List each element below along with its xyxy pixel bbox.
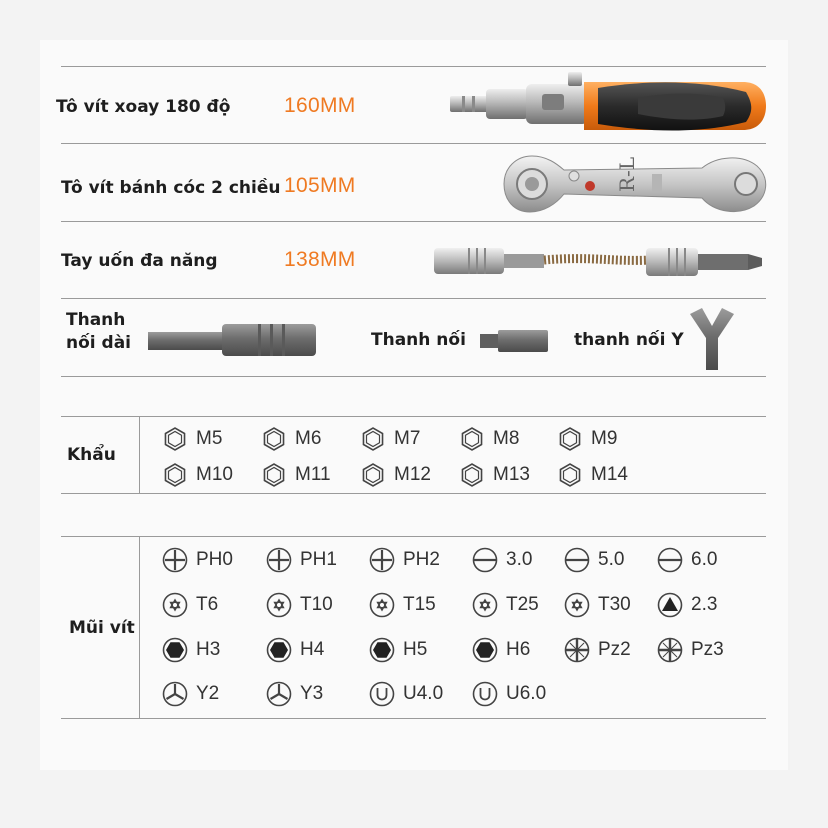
spec-item (564, 548, 624, 572)
spec-item-label: 2.3 (691, 594, 718, 615)
spec-item-label: 6.0 (691, 549, 718, 570)
spec-item-label: Y2 (196, 683, 220, 704)
spec-item-label: 5.0 (598, 549, 625, 570)
divider (61, 718, 766, 719)
spec-item-label: T6 (196, 594, 219, 615)
spec-item-label: M13 (493, 464, 530, 485)
spec-item (369, 638, 427, 662)
spec-item-label: U6.0 (506, 683, 547, 704)
spec-item-label: Pz3 (691, 639, 724, 660)
sockets-label: Khẩu (67, 445, 116, 465)
hexagon-icon (360, 462, 386, 488)
column-divider (139, 416, 140, 493)
spec-item-label: U4.0 (403, 683, 444, 704)
tool-size-ratchet-driver: 105MM (284, 174, 356, 197)
spec-item (657, 638, 724, 662)
spec-item-label: PH2 (403, 549, 440, 570)
divider (61, 221, 766, 222)
hexagon-icon (162, 462, 188, 488)
spec-item-label: M12 (394, 464, 431, 485)
spec-item-label: M5 (196, 428, 223, 449)
spec-item-label: T30 (598, 594, 631, 615)
y-adapter-image (688, 306, 736, 372)
spec-item (162, 638, 220, 662)
phillips-icon (266, 547, 292, 573)
hexagon-icon (557, 426, 583, 452)
y-adapter-label: thanh nối Y (574, 330, 684, 350)
spec-item-label: Y3 (300, 683, 324, 704)
u-shape-icon (369, 681, 395, 707)
spec-item (472, 593, 539, 617)
spec-item (557, 427, 617, 451)
spec-item (657, 593, 717, 617)
tool-size-swivel-driver: 160MM (284, 94, 356, 117)
ratchet-marking: R-L (615, 156, 639, 192)
spec-item (472, 682, 546, 706)
spec-item (369, 682, 443, 706)
spec-item-label: H4 (300, 639, 325, 660)
adapter-image (480, 330, 550, 352)
tri-wing-icon (266, 681, 292, 707)
divider (61, 493, 766, 494)
hex-bit-icon (472, 637, 498, 663)
hexagon-icon (459, 426, 485, 452)
hex-bit-icon (266, 637, 292, 663)
spec-item-label: M8 (493, 428, 520, 449)
torx-icon (369, 592, 395, 618)
spec-item (557, 463, 628, 487)
adapter-label: Thanh nối (371, 330, 466, 350)
divider (61, 143, 766, 144)
spec-item-label: PH0 (196, 549, 233, 570)
divider (61, 536, 766, 537)
divider (61, 66, 766, 67)
spec-item (162, 463, 233, 487)
ratchet-screwdriver-image (502, 150, 772, 216)
tool-size-flex-shaft: 138MM (284, 248, 356, 271)
tri-wing-icon (162, 681, 188, 707)
column-divider (139, 536, 140, 718)
spec-item (369, 593, 436, 617)
pozidriv-icon (564, 637, 590, 663)
hexagon-icon (360, 426, 386, 452)
tool-name-swivel-driver: Tô vít xoay 180 độ (56, 97, 231, 117)
slotted-icon (564, 547, 590, 573)
hexagon-icon (557, 462, 583, 488)
tool-name-ratchet-driver: Tô vít bánh cóc 2 chiều (61, 178, 281, 198)
spec-item (162, 427, 222, 451)
extension-bar-image (148, 322, 318, 358)
spec-item-label: M6 (295, 428, 322, 449)
bits-label: Mũi vít (69, 618, 135, 638)
spec-item (266, 593, 333, 617)
spec-item-label: 3.0 (506, 549, 533, 570)
u-shape-icon (472, 681, 498, 707)
spec-item (261, 463, 331, 487)
spec-item-label: M10 (196, 464, 233, 485)
swivel-screwdriver-image (448, 70, 768, 140)
spec-item-label: Pz2 (598, 639, 631, 660)
torx-icon (162, 592, 188, 618)
spec-item-label: M9 (591, 428, 618, 449)
spec-item (162, 682, 219, 706)
pozidriv-icon (657, 637, 683, 663)
spec-item-label: H5 (403, 639, 428, 660)
spec-item (459, 427, 519, 451)
slotted-icon (472, 547, 498, 573)
flexible-shaft-image (432, 236, 768, 286)
hexagon-icon (459, 462, 485, 488)
spec-item (261, 427, 321, 451)
divider (61, 298, 766, 299)
spec-item (564, 593, 631, 617)
hexagon-icon (261, 462, 287, 488)
spec-item (459, 463, 530, 487)
spec-item (657, 548, 717, 572)
spec-item (266, 638, 324, 662)
spec-item-label: T25 (506, 594, 539, 615)
spec-item (162, 593, 218, 617)
spec-item-label: M11 (295, 464, 331, 485)
spec-item-label: H6 (506, 639, 531, 660)
spec-item (369, 548, 440, 572)
divider (61, 416, 766, 417)
spec-item-label: T10 (300, 594, 333, 615)
torx-icon (564, 592, 590, 618)
spec-item (564, 638, 631, 662)
hexagon-icon (261, 426, 287, 452)
spec-item-label: M7 (394, 428, 421, 449)
torx-icon (472, 592, 498, 618)
spec-item-label: T15 (403, 594, 436, 615)
torx-icon (266, 592, 292, 618)
spec-item (266, 548, 337, 572)
spec-item (472, 548, 532, 572)
tool-name-flex-shaft: Tay uốn đa năng (61, 251, 218, 271)
spec-item-label: M14 (591, 464, 628, 485)
spec-item-label: PH1 (300, 549, 337, 570)
spec-item (266, 682, 323, 706)
spec-item (360, 463, 431, 487)
hex-bit-icon (162, 637, 188, 663)
spec-item-label: H3 (196, 639, 221, 660)
spec-item (162, 548, 233, 572)
hexagon-icon (162, 426, 188, 452)
spec-item (472, 638, 530, 662)
slotted-icon (657, 547, 683, 573)
divider (61, 376, 766, 377)
phillips-icon (369, 547, 395, 573)
triangle-icon (657, 592, 683, 618)
extension-bar-label: Thanh nối dài (66, 310, 131, 353)
hex-bit-icon (369, 637, 395, 663)
spec-item (360, 427, 420, 451)
phillips-icon (162, 547, 188, 573)
